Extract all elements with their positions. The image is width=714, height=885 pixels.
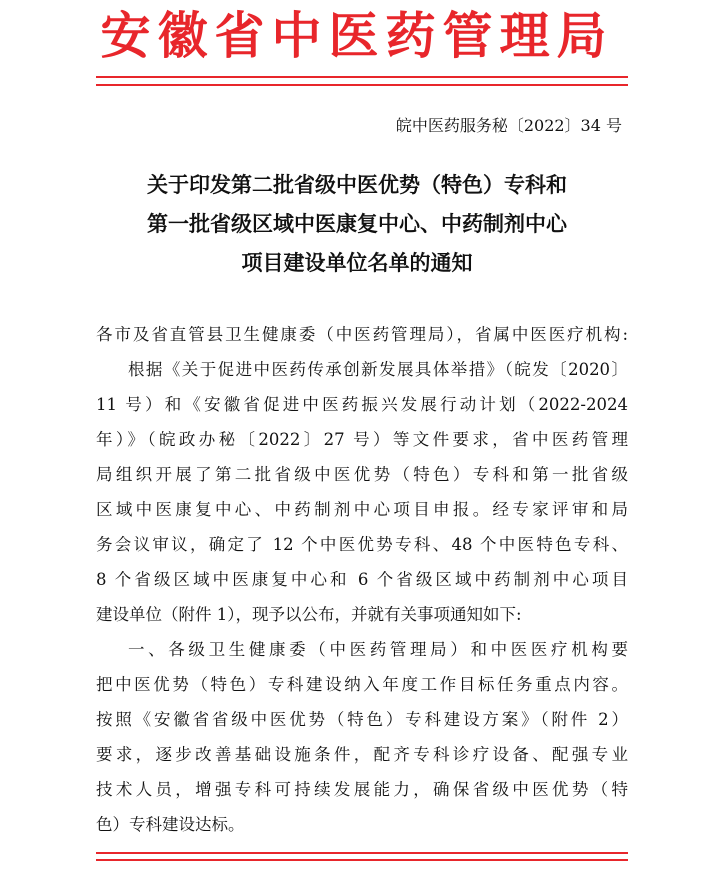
document-number: 皖中医药服务秘〔2022〕34 号 [395,116,622,135]
paragraph-line: 把中医优势（特色）专科建设纳入年度工作目标任务重点内容。 [96,675,628,694]
paragraph-line: 11 号）和《安徽省促进中医药振兴发展行动计划（2022-2024 [96,395,628,414]
addressee-line: 各市及省直管县卫生健康委（中医药管理局），省属中医医疗机构: [96,325,628,344]
paragraph-line: 要求，逐步改善基础设施条件，配齐专科诊疗设备、配强专业 [96,745,628,764]
masthead-rule-top [96,76,628,78]
document-title-line: 第一批省级区域中医康复中心、中药制剂中心 [147,212,567,236]
paragraph-line: 年）》（皖政办秘〔2022〕27 号）等文件要求，省中医药管理 [96,430,628,449]
paragraph-line: 色）专科建设达标。 [96,815,245,834]
paragraph-line: 建设单位（附件 1），现予以公布，并就有关事项通知如下: [96,605,522,624]
paragraph-line: 区域中医康复中心、中药制剂中心项目申报。经专家评审和局 [96,500,628,519]
document-title-line: 关于印发第二批省级中医优势（特色）专科和 [147,173,567,197]
paragraph-line: 按照《安徽省省级中医优势（特色）专科建设方案》（附件 2） [96,710,628,729]
paragraph-line: 一、各级卫生健康委（中医药管理局）和中医医疗机构要 [128,640,628,659]
paragraph-line: 根据《关于促进中医药传承创新发展具体举措》（皖发〔2020〕 [128,360,628,379]
masthead-title: 安徽省中医药管理局 [100,6,614,65]
footer-rule-top [96,852,628,854]
document-title-line: 项目建设单位名单的通知 [241,251,473,275]
paragraph-line: 技术人员，增强专科可持续发展能力，确保省级中医优势（特 [96,780,628,799]
paragraph-line: 局组织开展了第二批省级中医优势（特色）专科和第一批省级 [96,465,628,484]
footer-rule-bottom [96,859,628,861]
paragraph-line: 8 个省级区域中医康复中心和 6 个省级区域中药制剂中心项目 [96,570,628,589]
masthead-rule-bottom [96,84,628,86]
paragraph-line: 务会议审议，确定了 12 个中医优势专科、48 个中医特色专科、 [96,535,628,554]
